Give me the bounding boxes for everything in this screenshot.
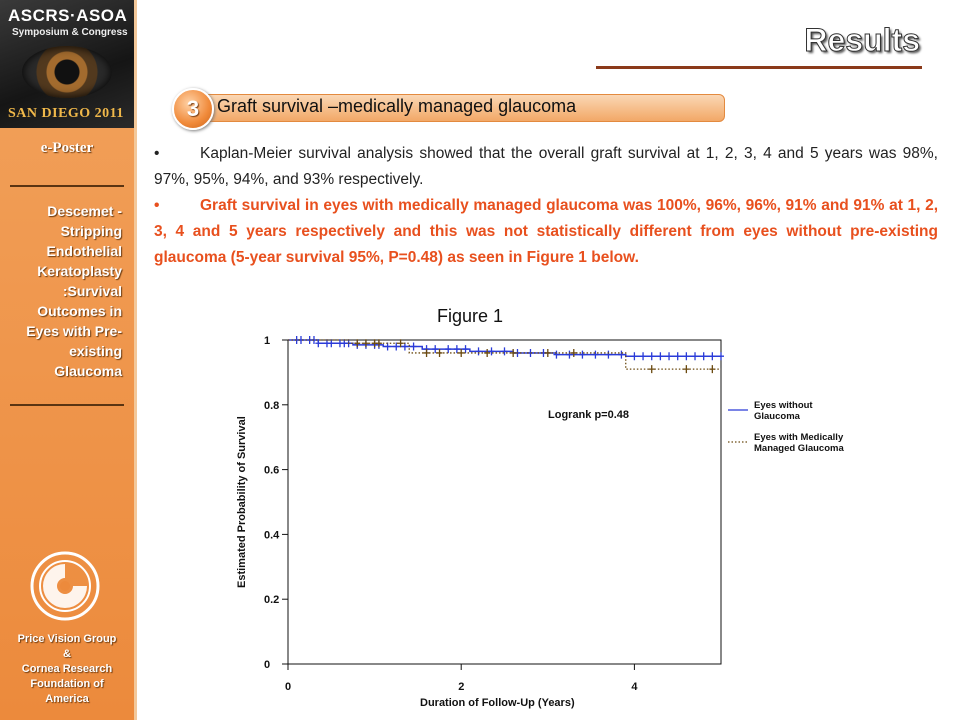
plot-frame — [288, 340, 721, 664]
organization — [0, 632, 134, 707]
censor-mark — [437, 349, 443, 357]
censor-mark — [553, 351, 559, 359]
y-tick-label: 0 — [264, 659, 271, 671]
figure-caption: Figure 1 — [437, 306, 504, 326]
eposter-label: e-Poster — [40, 140, 94, 156]
censor-mark — [463, 345, 469, 353]
censor-mark — [709, 352, 715, 360]
logrank-annotation: Logrank p=0.48 — [548, 409, 630, 421]
logo-event: SAN DIEGO 2011 — [8, 106, 124, 121]
x-axis-label: Duration of Follow-Up (Years) — [420, 697, 575, 709]
legend — [728, 400, 844, 454]
legend-label: Eyes with Medically Managed Glaucoma — [754, 432, 844, 454]
bullet-text: Kaplan-Meier survival analysis showed that the overall graft survival at 1, 2, 3, 4 and 5 years was 98%, 97%, 95%, 94%, and 93% respectively. — [154, 145, 938, 188]
page-title: Results — [804, 22, 920, 58]
censor-mark — [649, 352, 655, 360]
bullet-text: Graft survival in eyes with medically managed glaucoma was 100%, 96%, 96%, 91% and 91% at 1, 2, 3, 4 and 5 years respectively and this was not statistically different from eyes without pre-existing glaucoma (5-year survival 95%, P=0.48) as seen in Figure 1 below. — [154, 197, 938, 266]
censor-mark — [618, 351, 624, 359]
censor-mark — [640, 352, 646, 360]
eye-image — [22, 46, 112, 98]
censor-mark — [424, 349, 430, 357]
censor-mark — [484, 349, 490, 357]
censor-mark — [454, 345, 460, 353]
poster-title: Descemet - Stripping Endothelial Keratoplasty :Survival Outcomes in Eyes with Pre-existing Glaucoma — [26, 203, 122, 379]
divider-bottom — [10, 404, 124, 406]
censor-mark — [411, 342, 417, 350]
conference-logo — [0, 0, 134, 128]
censor-mark — [476, 347, 482, 355]
sidebar — [0, 0, 137, 720]
y-tick-label: 0.2 — [264, 594, 280, 607]
censor-mark — [579, 351, 585, 359]
censor-mark — [445, 345, 451, 353]
y-axis-label: Estimated Probability of Survival — [236, 416, 248, 588]
censor-mark — [649, 365, 655, 373]
org-line: & — [63, 648, 71, 660]
censor-mark — [592, 351, 598, 359]
censor-mark — [657, 352, 663, 360]
section-number-badge: 3 — [172, 88, 214, 130]
title-underline — [596, 66, 922, 69]
x-tick-label: 4 — [631, 681, 638, 693]
x-tick-label: 2 — [458, 681, 465, 693]
foundation-seal-icon — [29, 550, 101, 622]
censor-mark — [566, 351, 572, 359]
divider-top — [10, 185, 124, 187]
censor-mark — [675, 352, 681, 360]
x-tick-label: 0 — [285, 681, 292, 693]
legend-label: Eyes without Glaucoma — [754, 400, 813, 422]
censor-mark — [502, 347, 508, 355]
kaplan-meier-chart — [230, 328, 850, 713]
y-tick-label: 0.8 — [264, 399, 280, 412]
censor-mark — [701, 352, 707, 360]
censor-mark — [571, 349, 577, 357]
censor-mark — [718, 352, 724, 360]
censor-mark — [545, 349, 551, 357]
censor-mark — [510, 349, 516, 357]
censor-mark — [458, 349, 464, 357]
org-line: Price Vision Group — [17, 633, 117, 645]
censor-mark — [666, 352, 672, 360]
org-line: Cornea Research Foundation of America — [21, 663, 113, 705]
logo-tagline: Symposium & Congress — [12, 27, 128, 38]
bullet-paragraph — [154, 141, 938, 193]
plot-area — [264, 335, 724, 693]
y-tick-label: 0.4 — [264, 529, 280, 542]
bullet-marker: • — [154, 197, 160, 214]
censor-mark — [631, 352, 637, 360]
censor-mark — [489, 347, 495, 355]
y-tick-label: 1 — [264, 335, 271, 347]
censor-mark — [605, 351, 611, 359]
bullet-marker: • — [154, 145, 160, 162]
logo-brand: ASCRS·ASOA — [8, 6, 128, 25]
censor-mark — [432, 345, 438, 353]
bullet-paragraph — [154, 193, 938, 271]
censor-mark — [692, 352, 698, 360]
censor-mark — [683, 365, 689, 373]
censor-mark — [683, 352, 689, 360]
y-tick-label: 0.6 — [264, 464, 280, 477]
censor-mark — [709, 365, 715, 373]
section-title: Graft survival –medically managed glaucoma — [217, 96, 577, 116]
